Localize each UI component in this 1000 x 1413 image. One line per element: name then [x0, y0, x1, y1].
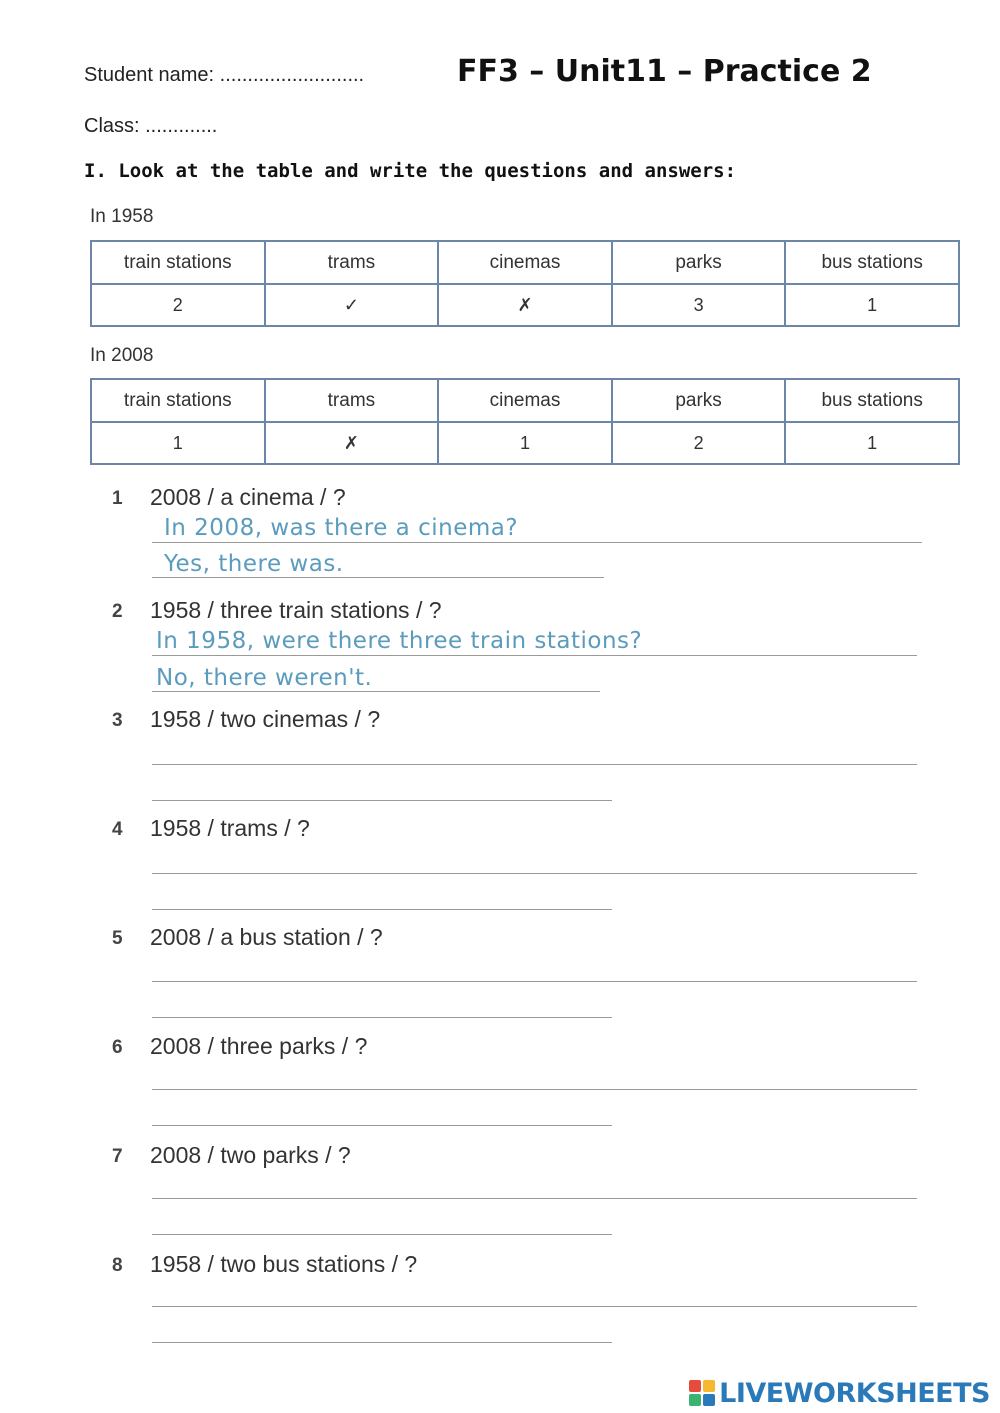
table-year-label: In 1958 [90, 206, 154, 227]
table-header-cell: cinemas [438, 379, 612, 422]
answer-line [152, 909, 612, 910]
logo-square [689, 1394, 701, 1406]
answer-line [152, 1089, 917, 1090]
logo-text: LIVEWORKSHEETS [719, 1377, 990, 1409]
answer-line [152, 577, 604, 578]
question-prompt: 1958 / trams / ? [150, 815, 310, 841]
question-prompt: 1958 / two cinemas / ? [150, 706, 381, 732]
table-value-cell: ✓ [265, 284, 439, 326]
table-value-cell: 2 [612, 422, 786, 464]
data-table-2008 [90, 378, 960, 465]
answer-line [152, 981, 917, 982]
answer-line [152, 1234, 612, 1235]
table-value-cell: ✗ [265, 422, 439, 464]
answer-short-field[interactable]: No, there weren't. [156, 665, 373, 691]
question-number: 7 [112, 1146, 123, 1167]
question-number: 8 [112, 1255, 123, 1276]
answer-line [152, 800, 612, 801]
student-name-label: Student name: .......................... [84, 64, 365, 86]
question-prompt: 2008 / two parks / ? [150, 1142, 351, 1168]
answer-short-field[interactable]: Yes, there was. [164, 551, 344, 577]
question-number: 6 [112, 1037, 123, 1058]
logo-square [703, 1394, 715, 1406]
question-prompt: 2008 / three parks / ? [150, 1033, 368, 1059]
logo-grid-icon [689, 1380, 715, 1406]
answer-line [152, 764, 917, 765]
question-number: 1 [112, 488, 123, 509]
answer-line [152, 1306, 917, 1307]
table-header-cell: bus stations [785, 241, 959, 284]
table-header-cell: bus stations [785, 379, 959, 422]
answer-line [152, 1017, 612, 1018]
table-value-cell: 1 [91, 422, 265, 464]
question-prompt: 2008 / a cinema / ? [150, 484, 346, 510]
table-header-cell: trams [265, 379, 439, 422]
question-prompt: 1958 / two bus stations / ? [150, 1251, 418, 1277]
answer-line [152, 655, 917, 656]
table-header-cell: cinemas [438, 241, 612, 284]
question-number: 4 [112, 819, 123, 840]
worksheet-title: FF3 – Unit11 – Practice 2 [457, 54, 872, 89]
question-number: 3 [112, 710, 123, 731]
liveworksheets-logo[interactable] [689, 1378, 990, 1408]
table-header-cell: train stations [91, 379, 265, 422]
answer-line [152, 1125, 612, 1126]
answer-line [152, 873, 917, 874]
table-value-cell: 2 [91, 284, 265, 326]
data-table-1958 [90, 240, 960, 327]
table-value-cell: 1 [438, 422, 612, 464]
instruction-heading: I. Look at the table and write the questions and answers: [84, 160, 737, 182]
logo-square [689, 1380, 701, 1392]
answer-line [152, 1342, 612, 1343]
table-header-cell: train stations [91, 241, 265, 284]
logo-square [703, 1380, 715, 1392]
table-header-cell: parks [612, 241, 786, 284]
table-value-cell: 1 [785, 422, 959, 464]
question-prompt: 2008 / a bus station / ? [150, 924, 383, 950]
answer-line [152, 691, 600, 692]
answer-question-field[interactable]: In 2008, was there a cinema? [164, 515, 519, 541]
table-header-cell: parks [612, 379, 786, 422]
table-header-cell: trams [265, 241, 439, 284]
question-prompt: 1958 / three train stations / ? [150, 597, 442, 623]
question-number: 5 [112, 928, 123, 949]
answer-line [152, 542, 922, 543]
question-number: 2 [112, 601, 123, 622]
table-value-cell: 1 [785, 284, 959, 326]
class-label: Class: ............. [84, 115, 218, 137]
table-year-label: In 2008 [90, 345, 154, 366]
table-value-cell: ✗ [438, 284, 612, 326]
answer-line [152, 1198, 917, 1199]
table-value-cell: 3 [612, 284, 786, 326]
answer-question-field[interactable]: In 1958, were there three train stations? [156, 628, 643, 654]
